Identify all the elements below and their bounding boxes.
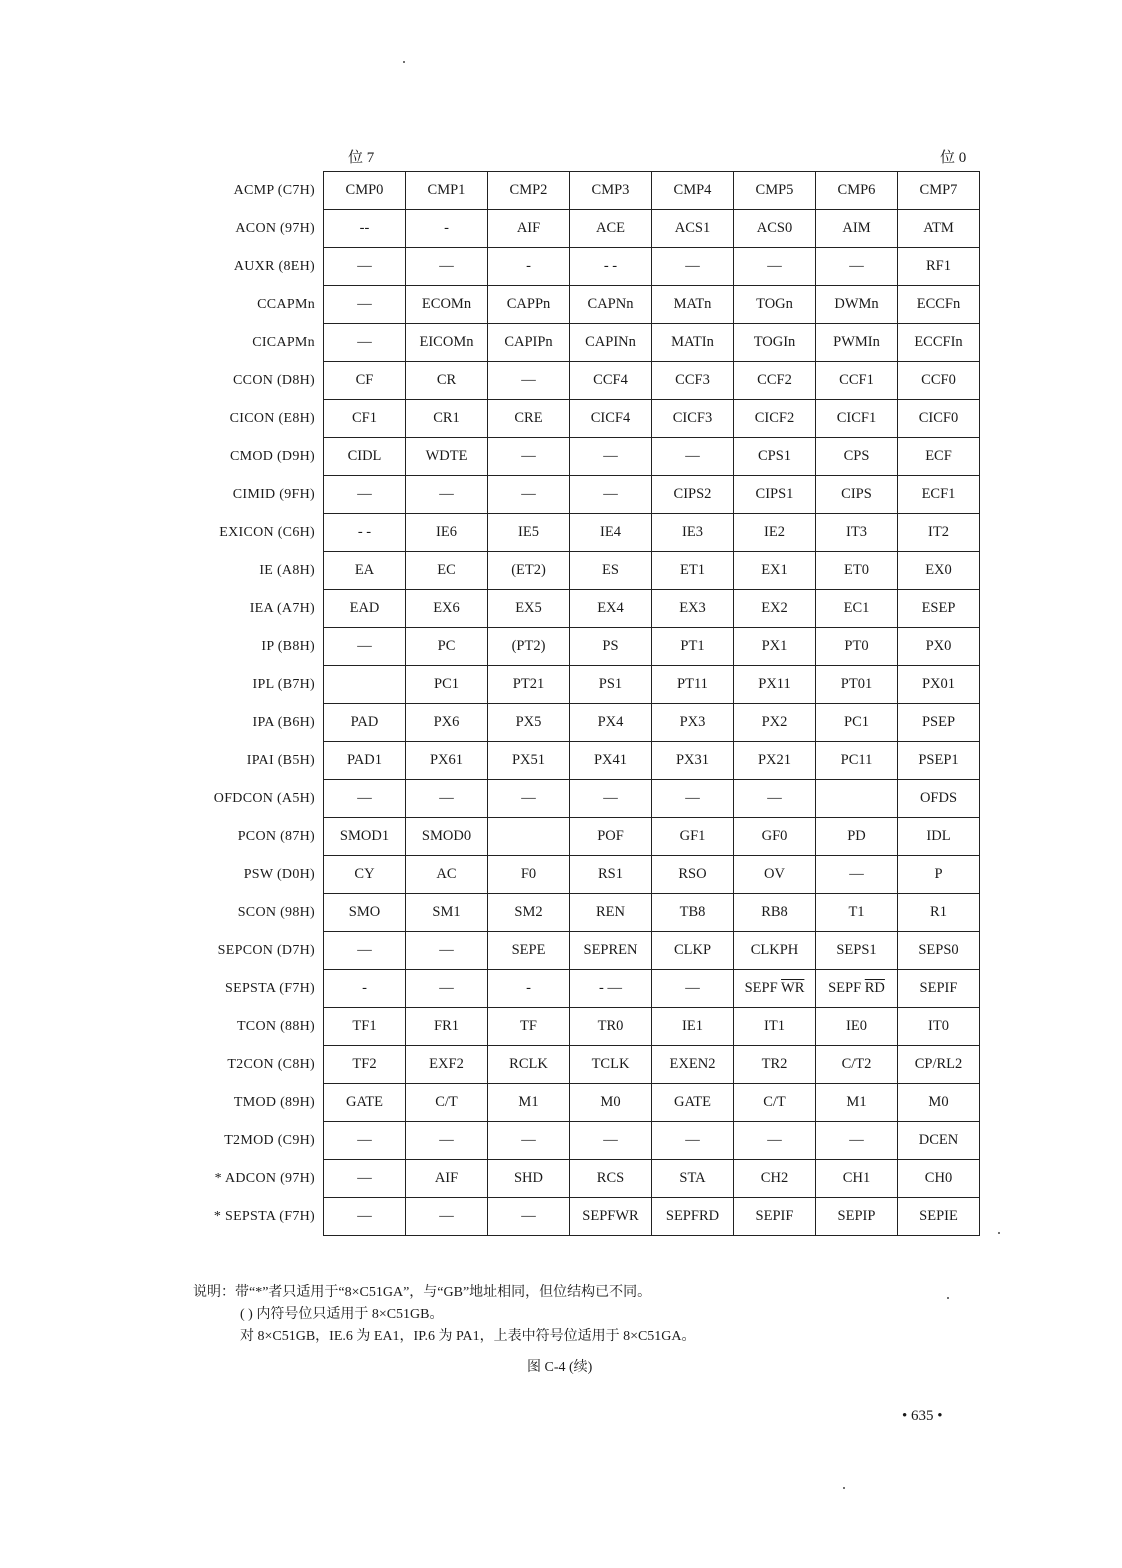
bit-cell: — <box>816 1122 898 1160</box>
bit-cell: IE3 <box>652 514 734 552</box>
bit-cell: TF <box>488 1008 570 1046</box>
bit-cell: RS1 <box>570 856 652 894</box>
bit-cell: IE4 <box>570 514 652 552</box>
bit-cell: SEPIF <box>734 1198 816 1236</box>
active-low-signal: $\overline{RD}$ <box>864 980 885 996</box>
bit-cell: MATIn <box>652 324 734 362</box>
register-row <box>180 1122 980 1160</box>
register-name: T2CON (C8H) <box>227 1056 315 1072</box>
bit-cell: CAPNn <box>570 286 652 324</box>
bit-cell: ECF <box>898 438 980 476</box>
bit-cell: GF0 <box>734 818 816 856</box>
bit-cell: CMP0 <box>324 172 406 210</box>
register-table-body <box>180 172 980 1236</box>
bit-cell: — <box>324 248 406 286</box>
register-name: IPAI (B5H) <box>246 752 315 768</box>
bit-cell: STA <box>652 1160 734 1198</box>
bit-cell: - - <box>324 514 406 552</box>
bit-cell: CAPIPn <box>488 324 570 362</box>
bit-cell: PC <box>406 628 488 666</box>
bit-cell: SMOD1 <box>324 818 406 856</box>
bit-cell: IE5 <box>488 514 570 552</box>
bit-cell: ET0 <box>816 552 898 590</box>
scan-speck <box>843 1487 845 1489</box>
register-row <box>180 324 980 362</box>
bit-cell: — <box>652 1122 734 1160</box>
bit-cell: PX3 <box>652 704 734 742</box>
bit-cell: SEPFRD <box>652 1198 734 1236</box>
bit-cell: PC1 <box>816 704 898 742</box>
note-line-3: 对 8×C51GB，IE.6 为 EA1，IP.6 为 PA1，上表中符号位适用于 8×C51GA。 <box>240 1329 696 1344</box>
bit7-label: 位 7 <box>348 150 375 166</box>
bit-cell: IT1 <box>734 1008 816 1046</box>
bit-cell: — <box>734 248 816 286</box>
bit-cell: CMP4 <box>652 172 734 210</box>
bit-cell: R1 <box>898 894 980 932</box>
bit-cell: — <box>324 286 406 324</box>
bit-cell: TR2 <box>734 1046 816 1084</box>
bit-cell: CIPS2 <box>652 476 734 514</box>
bit-cell: P <box>898 856 980 894</box>
register-row <box>180 742 980 780</box>
register-name: CICON (E8H) <box>229 410 315 426</box>
bit-cell: OV <box>734 856 816 894</box>
bit-cell: — <box>570 476 652 514</box>
bit-cell: CICF4 <box>570 400 652 438</box>
bit-cell: C/T <box>406 1084 488 1122</box>
register-name: CCON (D8H) <box>233 372 315 388</box>
bit-cell: EA <box>324 552 406 590</box>
bit-cell: M1 <box>816 1084 898 1122</box>
bit-cell: SM1 <box>406 894 488 932</box>
bit-cell: (ET2) <box>488 552 570 590</box>
bit-cell: CRE <box>488 400 570 438</box>
register-name: OFDCON (A5H) <box>213 790 315 806</box>
bit-cell: RCLK <box>488 1046 570 1084</box>
bit-cell: ECCFIn <box>898 324 980 362</box>
bit-cell: - <box>406 210 488 248</box>
bit-cell: C/T2 <box>816 1046 898 1084</box>
bit-cell: EX1 <box>734 552 816 590</box>
register-name: TCON (88H) <box>236 1018 315 1034</box>
bit-cell: AIM <box>816 210 898 248</box>
bit-cell: OFDS <box>898 780 980 818</box>
bit-cell: IE2 <box>734 514 816 552</box>
bit-cell: TOGIn <box>734 324 816 362</box>
bit-cell: PX5 <box>488 704 570 742</box>
bit-cell: RB8 <box>734 894 816 932</box>
bit-cell: CICF0 <box>898 400 980 438</box>
bit-cell: ECF1 <box>898 476 980 514</box>
register-name: IPL (B7H) <box>252 676 315 692</box>
bit-cell: CF1 <box>324 400 406 438</box>
bit-cell: PT0 <box>816 628 898 666</box>
bit-cell: T1 <box>816 894 898 932</box>
register-row <box>180 362 980 400</box>
bit-cell: FR1 <box>406 1008 488 1046</box>
register-row <box>180 1008 980 1046</box>
bit-cell: SEPS1 <box>816 932 898 970</box>
bit-cell: IE0 <box>816 1008 898 1046</box>
bit-cell: ACS0 <box>734 210 816 248</box>
register-name: * ADCON (97H) <box>214 1170 315 1186</box>
register-row <box>180 932 980 970</box>
bit-cell: IE1 <box>652 1008 734 1046</box>
register-name: CIMID (9FH) <box>232 486 315 502</box>
register-row <box>180 818 980 856</box>
register-row <box>180 172 980 210</box>
note-line-1: 说明：带“*”者只适用于“8×C51GA”，与“GB”地址相同，但位结构已不同。 <box>193 1285 652 1300</box>
bit-cell: — <box>324 628 406 666</box>
register-name: IEA (A7H) <box>249 600 315 616</box>
bit-cell: SM2 <box>488 894 570 932</box>
register-name: IP (B8H) <box>261 638 315 654</box>
bit-cell: IT2 <box>898 514 980 552</box>
bit-cell: ES <box>570 552 652 590</box>
register-name: ACON (97H) <box>235 220 315 236</box>
register-row <box>180 628 980 666</box>
bit-cell: — <box>324 1122 406 1160</box>
bit-cell: ESEP <box>898 590 980 628</box>
bit-cell: PSEP <box>898 704 980 742</box>
bit-cell: CCF2 <box>734 362 816 400</box>
register-row <box>180 248 980 286</box>
bit-cell: -- <box>324 210 406 248</box>
bit-cell: PX6 <box>406 704 488 742</box>
bit-cell: — <box>406 932 488 970</box>
bit-cell: IE6 <box>406 514 488 552</box>
bit-cell: — <box>652 248 734 286</box>
bit-cell: — <box>488 780 570 818</box>
bit-cell: — <box>816 248 898 286</box>
bit-cell: CMP7 <box>898 172 980 210</box>
register-name: SEPCON (D7H) <box>217 942 315 958</box>
bit-cell: — <box>488 1198 570 1236</box>
bit-cell: PX01 <box>898 666 980 704</box>
bit-cell: SEPF $\overline{WR}$ <box>734 970 816 1008</box>
register-name: SCON (98H) <box>237 904 315 920</box>
bit-cell: PAD <box>324 704 406 742</box>
register-name: CMOD (D9H) <box>229 448 315 464</box>
bit-cell: GATE <box>324 1084 406 1122</box>
bit-cell: EX3 <box>652 590 734 628</box>
register-name: T2MOD (C9H) <box>224 1132 315 1148</box>
bit-cell: - <box>488 970 570 1008</box>
register-row <box>180 780 980 818</box>
bit-cell: CF <box>324 362 406 400</box>
bit-cell: — <box>406 780 488 818</box>
bit-cell <box>816 780 898 818</box>
register-name: ACMP (C7H) <box>233 182 315 198</box>
bit-cell: TOGn <box>734 286 816 324</box>
register-row <box>180 704 980 742</box>
register-row <box>180 210 980 248</box>
bit-cell: TCLK <box>570 1046 652 1084</box>
bit-cell: CR1 <box>406 400 488 438</box>
bit-cell: PT01 <box>816 666 898 704</box>
bit-cell <box>324 666 406 704</box>
bit-cell: CCF1 <box>816 362 898 400</box>
bit-cell: AIF <box>488 210 570 248</box>
bit-cell: EAD <box>324 590 406 628</box>
bit-cell: — <box>324 932 406 970</box>
bit-cell: — <box>406 476 488 514</box>
bit-cell: — <box>324 324 406 362</box>
bit-cell: EX6 <box>406 590 488 628</box>
bit-cell: CLKP <box>652 932 734 970</box>
bit-cell: CMP3 <box>570 172 652 210</box>
bit-cell: CCF3 <box>652 362 734 400</box>
scan-speck <box>998 1232 1000 1234</box>
bit-cell: SHD <box>488 1160 570 1198</box>
bit-cell: CMP1 <box>406 172 488 210</box>
bit-cell: — <box>734 780 816 818</box>
register-name: PCON (87H) <box>237 828 315 844</box>
bit-cell: REN <box>570 894 652 932</box>
bit-cell: GF1 <box>652 818 734 856</box>
bit-cell: TB8 <box>652 894 734 932</box>
bit-cell: SMOD0 <box>406 818 488 856</box>
bit-cell: — <box>652 438 734 476</box>
register-name: AUXR (8EH) <box>233 258 315 274</box>
bit-cell: — <box>406 1122 488 1160</box>
bit-cell: TF1 <box>324 1008 406 1046</box>
bit-cell: — <box>324 780 406 818</box>
bit-cell: RF1 <box>898 248 980 286</box>
bit-cell: PT21 <box>488 666 570 704</box>
bit-cell: — <box>570 1122 652 1160</box>
bit-cell: IDL <box>898 818 980 856</box>
bit-cell: MATn <box>652 286 734 324</box>
bit-cell: — <box>816 856 898 894</box>
bit-cell <box>488 818 570 856</box>
register-name: TMOD (89H) <box>233 1094 315 1110</box>
register-row <box>180 1046 980 1084</box>
bit-cell: RCS <box>570 1160 652 1198</box>
bit-cell: CH2 <box>734 1160 816 1198</box>
register-row <box>180 1198 980 1236</box>
bit-cell: — <box>488 476 570 514</box>
bit-cell: CCF4 <box>570 362 652 400</box>
bit-cell: CLKPH <box>734 932 816 970</box>
bit-cell: — <box>324 476 406 514</box>
register-bit-table <box>180 171 980 1236</box>
bit-cell: PS <box>570 628 652 666</box>
register-name: IPA (B6H) <box>252 714 315 730</box>
bit-cell: CH1 <box>816 1160 898 1198</box>
bit-cell: CAPPn <box>488 286 570 324</box>
bit-cell: EXEN2 <box>652 1046 734 1084</box>
bit-cell: PX21 <box>734 742 816 780</box>
bit-cell: DWMn <box>816 286 898 324</box>
bit-cell: — <box>652 780 734 818</box>
bit-cell: AIF <box>406 1160 488 1198</box>
bit-cell: PAD1 <box>324 742 406 780</box>
bit-cell: M1 <box>488 1084 570 1122</box>
bit-cell: EC1 <box>816 590 898 628</box>
note-line-2: ( ) 内符号位只适用于 8×C51GB。 <box>240 1307 444 1322</box>
register-row <box>180 552 980 590</box>
bit-cell: SEPE <box>488 932 570 970</box>
bit-cell: CICF2 <box>734 400 816 438</box>
register-row <box>180 286 980 324</box>
bit-cell: - — <box>570 970 652 1008</box>
bit-cell: PX0 <box>898 628 980 666</box>
bit-cell: — <box>488 438 570 476</box>
bit-cell: TF2 <box>324 1046 406 1084</box>
bit-cell: SEPS0 <box>898 932 980 970</box>
bit-cell: IT0 <box>898 1008 980 1046</box>
register-row <box>180 590 980 628</box>
scan-speck <box>403 61 405 63</box>
bit-cell: SEPFWR <box>570 1198 652 1236</box>
bit-cell: C/T <box>734 1084 816 1122</box>
bit-cell: SMO <box>324 894 406 932</box>
register-row <box>180 1160 980 1198</box>
bit-cell: CIDL <box>324 438 406 476</box>
register-row <box>180 894 980 932</box>
bit-cell: — <box>406 248 488 286</box>
bit-cell: CP/RL2 <box>898 1046 980 1084</box>
bit-cell: CMP6 <box>816 172 898 210</box>
bit-cell: ECOMn <box>406 286 488 324</box>
bit-cell: ECCFn <box>898 286 980 324</box>
bit-cell: — <box>652 970 734 1008</box>
bit-cell: - <box>488 248 570 286</box>
bit-cell: PX11 <box>734 666 816 704</box>
active-low-signal: $\overline{WR}$ <box>781 980 805 996</box>
bit-cell: SEPIE <box>898 1198 980 1236</box>
bit-cell: PT1 <box>652 628 734 666</box>
bit-cell: — <box>324 1160 406 1198</box>
bit-cell: CR <box>406 362 488 400</box>
bit-cell: CMP2 <box>488 172 570 210</box>
register-row <box>180 514 980 552</box>
bit-cell: CIPS <box>816 476 898 514</box>
bit0-label: 位 0 <box>940 150 967 166</box>
bit-cell: CCF0 <box>898 362 980 400</box>
bit-cell: SEPIP <box>816 1198 898 1236</box>
bit-cell: M0 <box>570 1084 652 1122</box>
bit-cell: EC <box>406 552 488 590</box>
bit-cell: PS1 <box>570 666 652 704</box>
bit-cell: AC <box>406 856 488 894</box>
register-name: CCAPMn <box>257 296 315 312</box>
bit-cell: — <box>488 362 570 400</box>
bit-cell: SEPF $\overline{RD}$ <box>816 970 898 1008</box>
bit-cell: - - <box>570 248 652 286</box>
bit-cell: PSEP1 <box>898 742 980 780</box>
register-name: PSW (D0H) <box>243 866 315 882</box>
bit-cell: CMP5 <box>734 172 816 210</box>
bit-cell: PX4 <box>570 704 652 742</box>
register-name: SEPSTA (F7H) <box>225 980 315 996</box>
bit-cell: CIPS1 <box>734 476 816 514</box>
bit-cell: F0 <box>488 856 570 894</box>
bit-cell: — <box>406 1198 488 1236</box>
register-name: * SEPSTA (F7H) <box>213 1208 315 1224</box>
bit-cell: ACS1 <box>652 210 734 248</box>
bit-cell: DCEN <box>898 1122 980 1160</box>
register-row <box>180 970 980 1008</box>
bit-cell: PX31 <box>652 742 734 780</box>
scan-speck <box>947 1297 949 1299</box>
register-name: IE (A8H) <box>259 562 315 578</box>
bit-cell: TR0 <box>570 1008 652 1046</box>
bit-cell: EX5 <box>488 590 570 628</box>
register-row <box>180 400 980 438</box>
bit-cell: CICF3 <box>652 400 734 438</box>
bit-cell: — <box>570 438 652 476</box>
bit-cell: (PT2) <box>488 628 570 666</box>
bit-cell: PD <box>816 818 898 856</box>
bit-cell: ATM <box>898 210 980 248</box>
bit-cell: RSO <box>652 856 734 894</box>
bit-cell: EX4 <box>570 590 652 628</box>
bit-cell: EXF2 <box>406 1046 488 1084</box>
bit-cell: EX2 <box>734 590 816 628</box>
bit-cell: PX51 <box>488 742 570 780</box>
bit-cell: CY <box>324 856 406 894</box>
bit-cell: ACE <box>570 210 652 248</box>
bit-cell: EICOMn <box>406 324 488 362</box>
bit-cell: POF <box>570 818 652 856</box>
bit-cell: — <box>488 1122 570 1160</box>
figure-caption: 图 C-4 (续) <box>527 1360 593 1375</box>
bit-cell: PX1 <box>734 628 816 666</box>
bit-cell: GATE <box>652 1084 734 1122</box>
bit-cell: PX2 <box>734 704 816 742</box>
bit-cell: — <box>570 780 652 818</box>
bit-cell: SEPREN <box>570 932 652 970</box>
bit-cell: IT3 <box>816 514 898 552</box>
bit-cell: PX61 <box>406 742 488 780</box>
bit-cell: — <box>406 970 488 1008</box>
bit-cell: - <box>324 970 406 1008</box>
bit-cell: CH0 <box>898 1160 980 1198</box>
page-number: • 635 • <box>902 1408 943 1424</box>
register-row <box>180 666 980 704</box>
bit-cell: ET1 <box>652 552 734 590</box>
bit-cell: CICF1 <box>816 400 898 438</box>
bit-cell: SEPIF <box>898 970 980 1008</box>
register-row <box>180 1084 980 1122</box>
register-row <box>180 438 980 476</box>
bit-cell: PC1 <box>406 666 488 704</box>
bit-cell: PWMIn <box>816 324 898 362</box>
bit-cell: CAPINn <box>570 324 652 362</box>
register-row <box>180 476 980 514</box>
register-row <box>180 856 980 894</box>
bit-cell: PC11 <box>816 742 898 780</box>
register-name: EXICON (C6H) <box>219 524 315 540</box>
bit-cell: — <box>324 1198 406 1236</box>
bit-cell: WDTE <box>406 438 488 476</box>
register-name: CICAPMn <box>252 334 315 350</box>
bit-cell: M0 <box>898 1084 980 1122</box>
bit-cell: EX0 <box>898 552 980 590</box>
bit-cell: — <box>734 1122 816 1160</box>
bit-cell: PT11 <box>652 666 734 704</box>
bit-cell: CPS1 <box>734 438 816 476</box>
bit-cell: CPS <box>816 438 898 476</box>
bit-cell: PX41 <box>570 742 652 780</box>
